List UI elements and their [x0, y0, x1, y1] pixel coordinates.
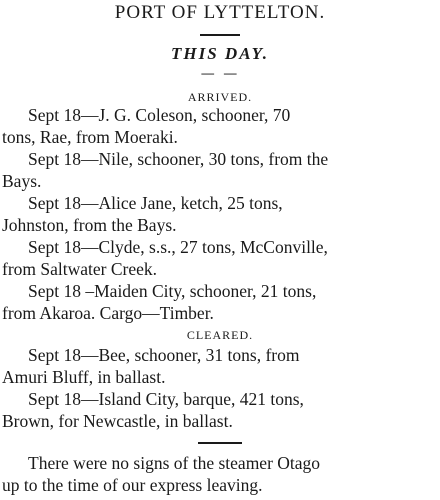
entry-line: Sept 18—Clyde, s.s., 27 tons, McConville, [28, 237, 328, 257]
entry-line: Sept 18—Bee, schooner, 31 tons, from [28, 345, 300, 365]
arrival-entry [2, 236, 438, 280]
section-rule [198, 442, 242, 444]
entry-line: Johnston, from the Bays. [2, 215, 177, 235]
arrival-entry [2, 104, 438, 148]
entry-line: from Akaroa. Cargo—Timber. [2, 303, 214, 323]
entry-line: Amuri Bluff, in ballast. [2, 367, 166, 387]
section-subhead: THIS DAY. [171, 44, 269, 63]
entry-line: Sept 18—Island City, barque, 421 tons, [28, 389, 304, 409]
arrival-entry [2, 148, 438, 192]
footer-line: There were no signs of the steamer Otago [28, 453, 321, 473]
subhead-dashes: — — [200, 66, 240, 82]
page-title: PORT OF LYTTELTON. [114, 2, 326, 23]
arrived-heading: ARRIVED. [187, 90, 253, 104]
arrival-entry [2, 280, 438, 324]
entry-line: Sept 18—J. G. Coleson, schooner, 70 [28, 105, 291, 125]
clearance-entry [2, 388, 438, 432]
entry-line: Sept 18 –Maiden City, schooner, 21 tons, [28, 281, 317, 301]
clearance-entry [2, 344, 438, 388]
entry-line: Sept 18—Nile, schooner, 30 tons, from the [28, 149, 329, 169]
entry-line: Brown, for Newcastle, in ballast. [2, 411, 233, 431]
entry-line: Sept 18—Alice Jane, ketch, 25 tons, [28, 193, 283, 213]
cleared-heading: CLEARED. [186, 328, 254, 342]
title-rule [200, 34, 240, 36]
arrival-entry [2, 192, 438, 236]
entry-line: Bays. [2, 171, 42, 191]
entry-line: from Saltwater Creek. [2, 259, 158, 279]
footer-note [2, 452, 438, 496]
footer-line: up to the time of our express leaving. [2, 475, 263, 495]
entry-line: tons, Rae, from Moeraki. [2, 127, 178, 147]
